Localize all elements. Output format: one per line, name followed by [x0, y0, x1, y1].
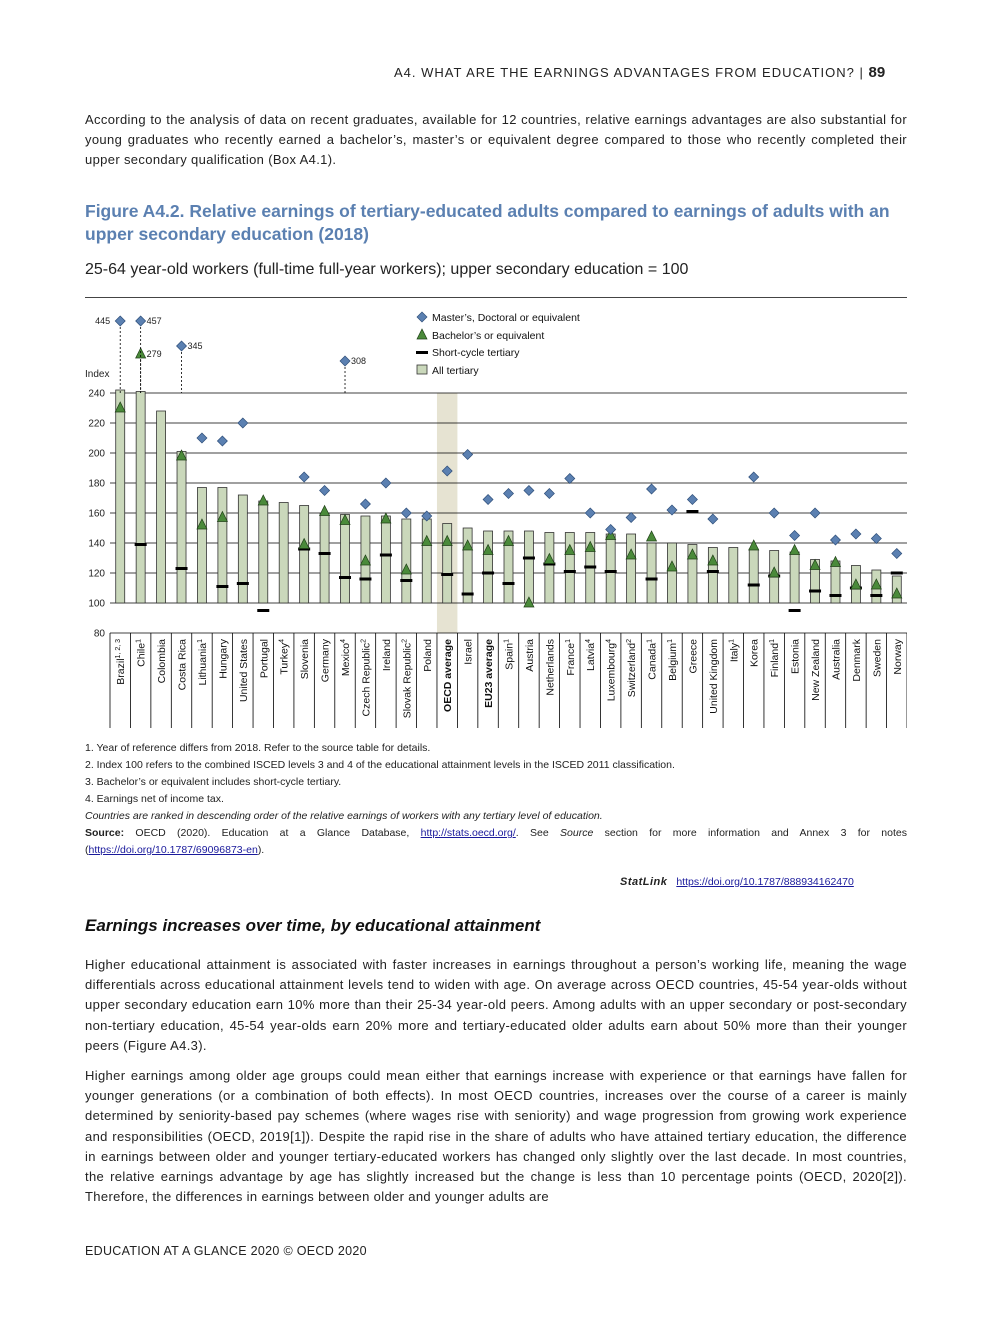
note-2: 2. Index 100 refers to the combined ISCED levels 3 and 4 of the educational attainment levels in the ISCED 2011 classification.	[85, 759, 675, 771]
category-footnote: 1	[135, 639, 143, 643]
off-scale-value-label: 308	[351, 356, 367, 366]
category-footnote: 1	[196, 639, 204, 643]
figure-notes	[85, 740, 907, 859]
category-label	[340, 639, 352, 676]
category-label	[851, 638, 863, 681]
bar-all-tertiary	[627, 534, 636, 603]
off-scale-value-label: 279	[146, 349, 162, 359]
statlink-logo: StatLink	[620, 876, 668, 888]
legend-all-tertiary-label: All tertiary	[432, 365, 479, 377]
master-marker	[197, 433, 207, 443]
bar-all-tertiary	[320, 513, 329, 603]
bar-all-tertiary	[136, 392, 145, 604]
master-marker	[871, 534, 881, 544]
y-tick-label: 120	[88, 568, 105, 580]
section-paragraph-1: Higher educational attainment is associated with faster increases in earnings throughout a person’s working life, meaning the wage differentials across educational attainment levels tend to widen with age. On average across OECD countries, 45-54 year-olds without upper secondary education earn 10% more than their 25-34 year-old peers. Among adults with an upper secondary or post-secondary non-tertiary education, 45-54 year-olds earn 20% more and tertiary-educated older adults earn about 50% more than their younger peers (Figure A4.3).	[85, 957, 907, 1053]
legend-bachelor-icon	[417, 329, 427, 339]
running-title: A4. WHAT ARE THE EARNINGS ADVANTAGES FROM EDUCATION?	[394, 65, 855, 80]
short-cycle-marker	[176, 567, 188, 570]
category-label	[585, 639, 597, 671]
category-name: United Kingdom	[707, 639, 720, 714]
bar-all-tertiary	[402, 519, 411, 603]
bar-all-tertiary	[524, 531, 533, 603]
bachelor-marker	[647, 531, 657, 541]
master-marker	[626, 513, 636, 523]
category-name: Italy	[728, 642, 741, 663]
category-footnote: 1	[503, 639, 511, 643]
y-tick-label: 100	[88, 598, 105, 610]
category-label	[360, 639, 372, 717]
source-text: . See	[515, 827, 549, 839]
category-name: EU23 average	[483, 639, 496, 708]
bar-all-tertiary	[545, 533, 554, 604]
off-scale-value-label: 345	[187, 341, 203, 351]
source-text: section for more information and Annex 3 for notes (	[85, 827, 907, 856]
master-marker	[504, 489, 514, 499]
master-marker	[238, 418, 248, 428]
category-name: Costa Rica	[176, 639, 189, 691]
off-scale-master-marker	[177, 341, 187, 351]
category-label	[749, 639, 761, 667]
bachelor-marker	[258, 495, 268, 505]
bar-all-tertiary	[565, 533, 574, 604]
page-number: 89	[868, 64, 886, 81]
category-label	[626, 639, 638, 697]
category-name: Poland	[421, 639, 434, 672]
master-marker	[769, 508, 779, 518]
category-footnote: 1	[769, 639, 777, 643]
source-text: OECD (2020). Education at a Glance Database,	[135, 827, 410, 839]
short-cycle-marker	[359, 578, 371, 581]
category-name: Austria	[523, 639, 536, 672]
master-marker	[585, 508, 595, 518]
category-name: Israel	[462, 639, 475, 665]
category-name: Korea	[748, 639, 761, 668]
category-name: Ireland	[380, 639, 393, 672]
short-cycle-marker	[564, 570, 576, 573]
master-marker	[217, 436, 227, 446]
master-marker	[320, 486, 330, 496]
y-axis-label: Index	[85, 369, 110, 380]
y-tick-label: 180	[88, 478, 105, 490]
category-label	[524, 639, 536, 672]
short-cycle-marker	[523, 557, 535, 560]
figure-title: Figure A4.2. Relative earnings of tertiary-educated adults compared to earnings of adults with an upper secondary education (2018)	[85, 201, 890, 244]
category-label	[544, 639, 556, 696]
category-name: Germany	[319, 639, 332, 683]
bachelor-marker	[790, 545, 800, 555]
statlink	[620, 876, 854, 888]
category-name: Greece	[687, 639, 700, 674]
category-label	[422, 639, 434, 672]
master-marker	[401, 508, 411, 518]
section-title: Earnings increases over time, by educational attainment	[85, 916, 541, 935]
category-label	[136, 639, 148, 667]
short-cycle-marker	[257, 609, 269, 612]
category-label	[728, 639, 740, 662]
category-name: New Zealand	[810, 639, 823, 701]
short-cycle-marker	[237, 582, 249, 585]
short-cycle-marker	[319, 552, 331, 555]
bar-all-tertiary	[300, 506, 309, 604]
running-header	[394, 64, 885, 81]
category-label	[381, 639, 393, 671]
short-cycle-marker	[462, 593, 474, 596]
short-cycle-marker	[748, 584, 760, 587]
category-label	[463, 639, 475, 665]
master-marker	[606, 525, 616, 535]
legend-master-icon	[417, 312, 427, 322]
intro-paragraph: According to the analysis of data on recent graduates, available for 12 countries, relative earnings advantages are also substantial for young graduates who recently earned a bachelor’s, master’s or equivalent degree compared to those who recently completed their upper secondary qualification (Box A4.1).	[85, 112, 907, 168]
category-footnote: 1	[666, 639, 674, 643]
category-label	[606, 639, 618, 701]
category-name: Estonia	[789, 639, 802, 675]
master-marker	[647, 484, 657, 494]
category-name: Netherlands	[544, 639, 557, 696]
category-label	[258, 639, 270, 678]
category-footnote: 2	[360, 639, 368, 643]
category-name: Slovenia	[299, 639, 312, 680]
master-marker	[544, 489, 554, 499]
category-label	[790, 639, 802, 674]
category-name: Hungary	[217, 639, 230, 679]
short-cycle-marker	[707, 570, 719, 573]
category-label	[279, 639, 291, 675]
category-label	[667, 639, 679, 681]
category-name: Canada	[646, 642, 659, 680]
category-label	[320, 638, 332, 682]
bar-all-tertiary	[749, 549, 758, 603]
master-marker	[810, 508, 820, 518]
short-cycle-marker	[584, 566, 596, 569]
y-tick-label: 220	[88, 418, 105, 430]
category-label	[687, 639, 699, 674]
y-tick-label: 240	[88, 388, 105, 400]
master-marker	[524, 486, 534, 496]
category-label	[810, 639, 822, 701]
category-footnote: 4	[278, 639, 286, 643]
figure-subtitle: 25-64 year-old workers (full-time full-year workers); upper secondary education = 100	[85, 261, 689, 278]
bar-all-tertiary	[116, 390, 125, 603]
category-footnote: 1	[646, 639, 654, 643]
category-footnote: 1	[728, 639, 736, 643]
bar-all-tertiary	[647, 543, 656, 603]
y-tick-label: 140	[88, 538, 105, 550]
category-footnote: 2	[626, 639, 634, 643]
category-name: Sweden	[871, 639, 884, 677]
category-label	[892, 638, 904, 674]
master-marker	[790, 531, 800, 541]
source-note	[85, 825, 907, 859]
bar-all-tertiary	[177, 452, 186, 604]
note-3: 3. Bachelor’s or equivalent includes short-cycle tertiary.	[85, 776, 342, 788]
master-marker	[687, 495, 697, 505]
section-paragraph-2: Higher earnings among older age groups could mean either that earnings increase with experience or that earnings have fallen for younger generations (or a combination of both effects). In most OECD countries, increases over the course of a career is mainly determined by seniority-based pay schemes (where wages rise with seniority) and wage progression from growing work experience and responsibilities (OECD, 2019[1]). Despite the rapid rise in the share of adults who have attained tertiary education, the difference in earnings between older and younger tertiary-educated workers has changed only slightly over the last decade. In most countries, the relative earnings advantage by age has slightly increased but the change is less than 10 percentage points (OECD, 2020[2]). Therefore, the differences in earnings between older and younger adults are	[85, 1068, 907, 1205]
short-cycle-marker	[339, 576, 351, 579]
short-cycle-marker	[829, 594, 841, 597]
short-cycle-marker	[400, 579, 412, 582]
bar-all-tertiary	[157, 411, 166, 603]
master-marker	[483, 495, 493, 505]
short-cycle-marker	[605, 570, 617, 573]
bar-all-tertiary	[606, 534, 615, 603]
off-scale-value-label: 445	[95, 316, 111, 326]
short-cycle-marker	[646, 578, 658, 581]
page-footer: EDUCATION AT A GLANCE 2020 © OECD 2020	[85, 1244, 367, 1258]
master-marker	[381, 478, 391, 488]
bar-all-tertiary	[729, 548, 738, 604]
master-marker	[565, 474, 575, 484]
category-name: Colombia	[156, 639, 169, 684]
category-label	[769, 639, 781, 677]
source-label: Source:	[85, 827, 125, 839]
category-name: Denmark	[850, 639, 863, 682]
y-tick-label: 80	[93, 628, 105, 640]
category-label	[565, 639, 577, 676]
category-name: Norway	[891, 639, 904, 675]
bar-all-tertiary	[197, 488, 206, 604]
master-marker	[749, 472, 759, 482]
category-label	[442, 639, 454, 712]
bar-all-tertiary	[279, 503, 288, 604]
bar-all-tertiary	[790, 552, 799, 603]
category-name: Turkey	[278, 642, 291, 675]
source-database-link[interactable]: http://stats.oecd.org/	[420, 827, 516, 839]
category-label	[299, 639, 311, 679]
category-footnote: 1, 2, 3	[115, 639, 123, 659]
master-marker	[299, 472, 309, 482]
category-footnote: 4	[605, 639, 613, 643]
short-cycle-marker	[503, 582, 515, 585]
legend-short-cycle-icon	[416, 351, 428, 354]
short-cycle-marker	[441, 573, 453, 576]
bar-all-tertiary	[341, 515, 350, 604]
category-label	[483, 639, 495, 708]
category-label	[871, 639, 883, 677]
bar-all-tertiary	[381, 516, 390, 603]
category-label	[708, 639, 720, 714]
bar-all-tertiary	[259, 501, 268, 603]
off-scale-value-label: 457	[146, 316, 162, 326]
bachelor-marker	[749, 540, 759, 550]
category-name: Mexico	[340, 642, 353, 677]
category-name: Australia	[830, 639, 843, 680]
note-1: 1. Year of reference differs from 2018. Refer to the source table for details.	[85, 742, 431, 754]
master-marker	[851, 529, 861, 539]
y-tick-label: 200	[88, 448, 105, 460]
ranking-note: Countries are ranked in descending order of the relative earnings of workers with any tertiary level of education.	[85, 810, 603, 822]
legend-master-label: Master’s, Doctoral or equivalent	[432, 312, 580, 324]
master-marker	[708, 514, 718, 524]
y-tick-label: 160	[88, 508, 105, 520]
category-name: Spain	[503, 642, 516, 670]
category-label	[647, 639, 659, 680]
figure-rule	[85, 297, 907, 298]
bachelor-marker	[320, 506, 330, 516]
source-text: ).	[257, 844, 265, 856]
off-scale-master-marker	[115, 316, 125, 326]
category-name: Czech Republic	[360, 642, 373, 717]
category-label	[830, 639, 842, 680]
category-name: France	[564, 642, 577, 676]
category-footnote: 2	[401, 639, 409, 643]
master-marker	[667, 505, 677, 515]
source-word: Source	[560, 827, 594, 839]
category-label	[238, 639, 250, 702]
header-separator: |	[859, 65, 864, 80]
off-scale-master-marker	[340, 356, 350, 366]
short-cycle-marker	[135, 543, 147, 546]
short-cycle-marker	[809, 590, 821, 593]
category-name: Belgium	[666, 642, 679, 681]
bar-all-tertiary	[238, 495, 247, 603]
category-name: Brazil	[115, 658, 128, 685]
legend-all-tertiary-icon	[417, 365, 427, 374]
short-cycle-marker	[380, 554, 392, 557]
relative-earnings-chart	[85, 300, 907, 732]
note-4: 4. Earnings net of income tax.	[85, 793, 224, 805]
category-name: Portugal	[258, 639, 271, 679]
master-marker	[830, 535, 840, 545]
short-cycle-marker	[789, 609, 801, 612]
category-name: OECD average	[442, 639, 455, 712]
category-name: Slovak Republic	[401, 642, 414, 719]
category-label	[197, 639, 209, 686]
bar-all-tertiary	[422, 519, 431, 603]
short-cycle-marker	[482, 572, 494, 575]
category-label	[401, 639, 413, 718]
short-cycle-marker	[216, 585, 228, 588]
master-marker	[463, 450, 473, 460]
category-name: Chile	[135, 642, 148, 667]
bar-all-tertiary	[667, 543, 676, 603]
category-footnote: 4	[340, 639, 348, 643]
bar-all-tertiary	[484, 531, 493, 603]
category-label	[504, 639, 516, 670]
category-name: Luxembourg	[605, 642, 618, 702]
category-name: Latvia	[585, 642, 598, 671]
category-footnote: 4	[585, 639, 593, 643]
category-name: Switzerland	[626, 642, 639, 698]
category-label	[217, 638, 229, 678]
master-marker	[892, 549, 902, 559]
category-name: Lithuania	[196, 642, 209, 686]
legend-short-cycle-label: Short-cycle tertiary	[432, 347, 520, 359]
short-cycle-marker	[686, 510, 698, 513]
statlink-url[interactable]: https://doi.org/10.1787/888934162470	[676, 876, 854, 888]
short-cycle-marker	[891, 572, 903, 575]
category-label	[115, 639, 127, 685]
category-name: United States	[237, 639, 250, 703]
category-label	[177, 639, 189, 691]
category-footnote: 1	[564, 639, 572, 643]
legend-bachelor-label: Bachelor’s or equivalent	[432, 330, 545, 342]
master-marker	[360, 499, 370, 509]
short-cycle-marker	[870, 594, 882, 597]
category-name: Finland	[769, 642, 782, 678]
category-label	[156, 639, 168, 684]
annex-notes-link[interactable]: https://doi.org/10.1787/69096873-en	[88, 844, 258, 856]
off-scale-master-marker	[136, 316, 146, 326]
